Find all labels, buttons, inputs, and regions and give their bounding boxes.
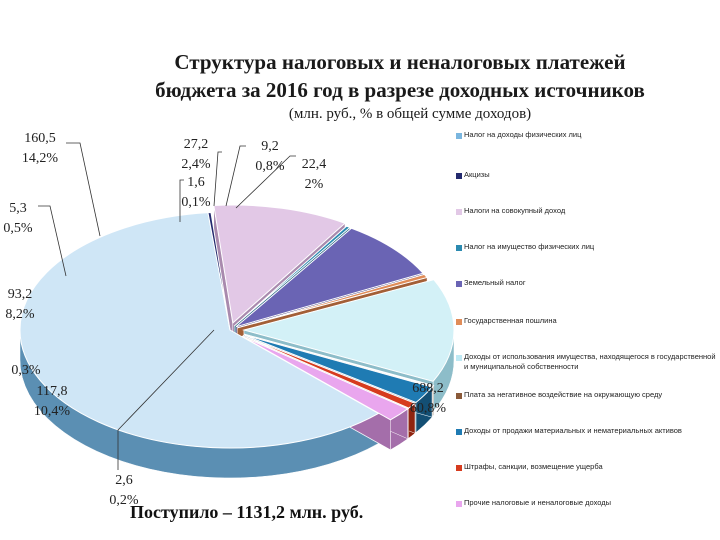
legend-label: Плата за негативное воздействие на окружающую среду xyxy=(464,390,663,399)
total-caption: Поступило – 1131,2 млн. руб. xyxy=(130,502,364,522)
data-label-value: 688,2 xyxy=(412,381,444,396)
legend-item xyxy=(456,242,718,252)
legend-item xyxy=(456,130,718,140)
legend-swatch xyxy=(456,281,462,287)
data-label-percent: 14,2% xyxy=(21,151,59,166)
data-label-value: 93,2 xyxy=(7,287,33,302)
legend-label: Налог на имущество физических лиц xyxy=(464,242,595,251)
legend-label: Государственная пошлина xyxy=(464,316,557,325)
leader-line xyxy=(214,152,222,206)
legend-swatch xyxy=(456,355,462,361)
legend-label: Налоги на совокупный доход xyxy=(464,206,566,215)
legend-swatch xyxy=(456,209,462,215)
legend-swatch xyxy=(456,133,462,139)
data-label-value: 1,6 xyxy=(187,175,205,190)
legend-item xyxy=(456,390,718,400)
legend-label: Штрафы, санкции, возмещение ущерба xyxy=(464,462,603,471)
data-label-value: 160,5 xyxy=(24,131,56,146)
legend-label: Акцизы xyxy=(464,170,490,179)
legend-item xyxy=(456,462,718,472)
legend-swatch xyxy=(456,245,462,251)
legend-swatch xyxy=(456,465,462,471)
legend-label: Доходы от использования имущества, находящегося в государственной и муниципальной собственности xyxy=(464,352,716,371)
legend-item xyxy=(456,206,718,216)
data-label-value: 27,2 xyxy=(183,137,209,152)
legend-item xyxy=(456,352,718,372)
data-label-percent: 2,4% xyxy=(181,157,211,172)
data-label-percent: 0,2% xyxy=(109,493,139,508)
chart-title xyxy=(110,48,690,104)
pie-slices xyxy=(20,205,454,448)
legend-swatch xyxy=(456,429,462,435)
legend-item xyxy=(456,316,718,326)
data-label-percent: 60,8% xyxy=(409,401,447,416)
legend-item xyxy=(456,278,718,288)
data-label-value: 2,6 xyxy=(115,473,133,488)
legend-label: Доходы от продажи материальных и нематериальных активов xyxy=(464,426,682,435)
data-label-percent: 8,2% xyxy=(5,307,35,322)
data-label-percent: 2% xyxy=(304,177,324,192)
legend-label: Земельный налог xyxy=(464,278,526,287)
legend-label: Прочие налоговые и неналоговые доходы xyxy=(464,498,612,507)
data-label-value: 22,4 xyxy=(301,157,327,172)
leader-line xyxy=(226,146,246,206)
data-label-percent: 0,5% xyxy=(3,221,33,236)
chart-title-line-1: Структура налоговых и неналоговых платежей xyxy=(174,50,626,74)
legend-item xyxy=(456,170,718,180)
legend-swatch xyxy=(456,501,462,507)
chart-title-line-2: бюджета за 2016 год в разрезе доходных источников xyxy=(155,78,645,102)
legend-item xyxy=(456,498,718,508)
legend-label: Налог на доходы физических лиц xyxy=(464,130,582,139)
chart-subtitle: (млн. руб., % в общей сумме доходов) xyxy=(288,106,532,122)
legend-swatch xyxy=(456,319,462,325)
data-label-value: 117,8 xyxy=(36,384,68,399)
data-label-percent: 0,3% xyxy=(11,363,41,378)
data-label-percent: 10,4% xyxy=(33,404,71,419)
data-label-value: 5,3 xyxy=(9,201,27,216)
data-label-percent: 0,1% xyxy=(181,195,211,210)
leader-line xyxy=(66,143,100,236)
data-label-value: 9,2 xyxy=(261,139,279,154)
data-label-percent: 0,8% xyxy=(255,159,285,174)
legend-swatch xyxy=(456,393,462,399)
legend-item xyxy=(456,426,718,436)
legend-swatch xyxy=(456,173,462,179)
